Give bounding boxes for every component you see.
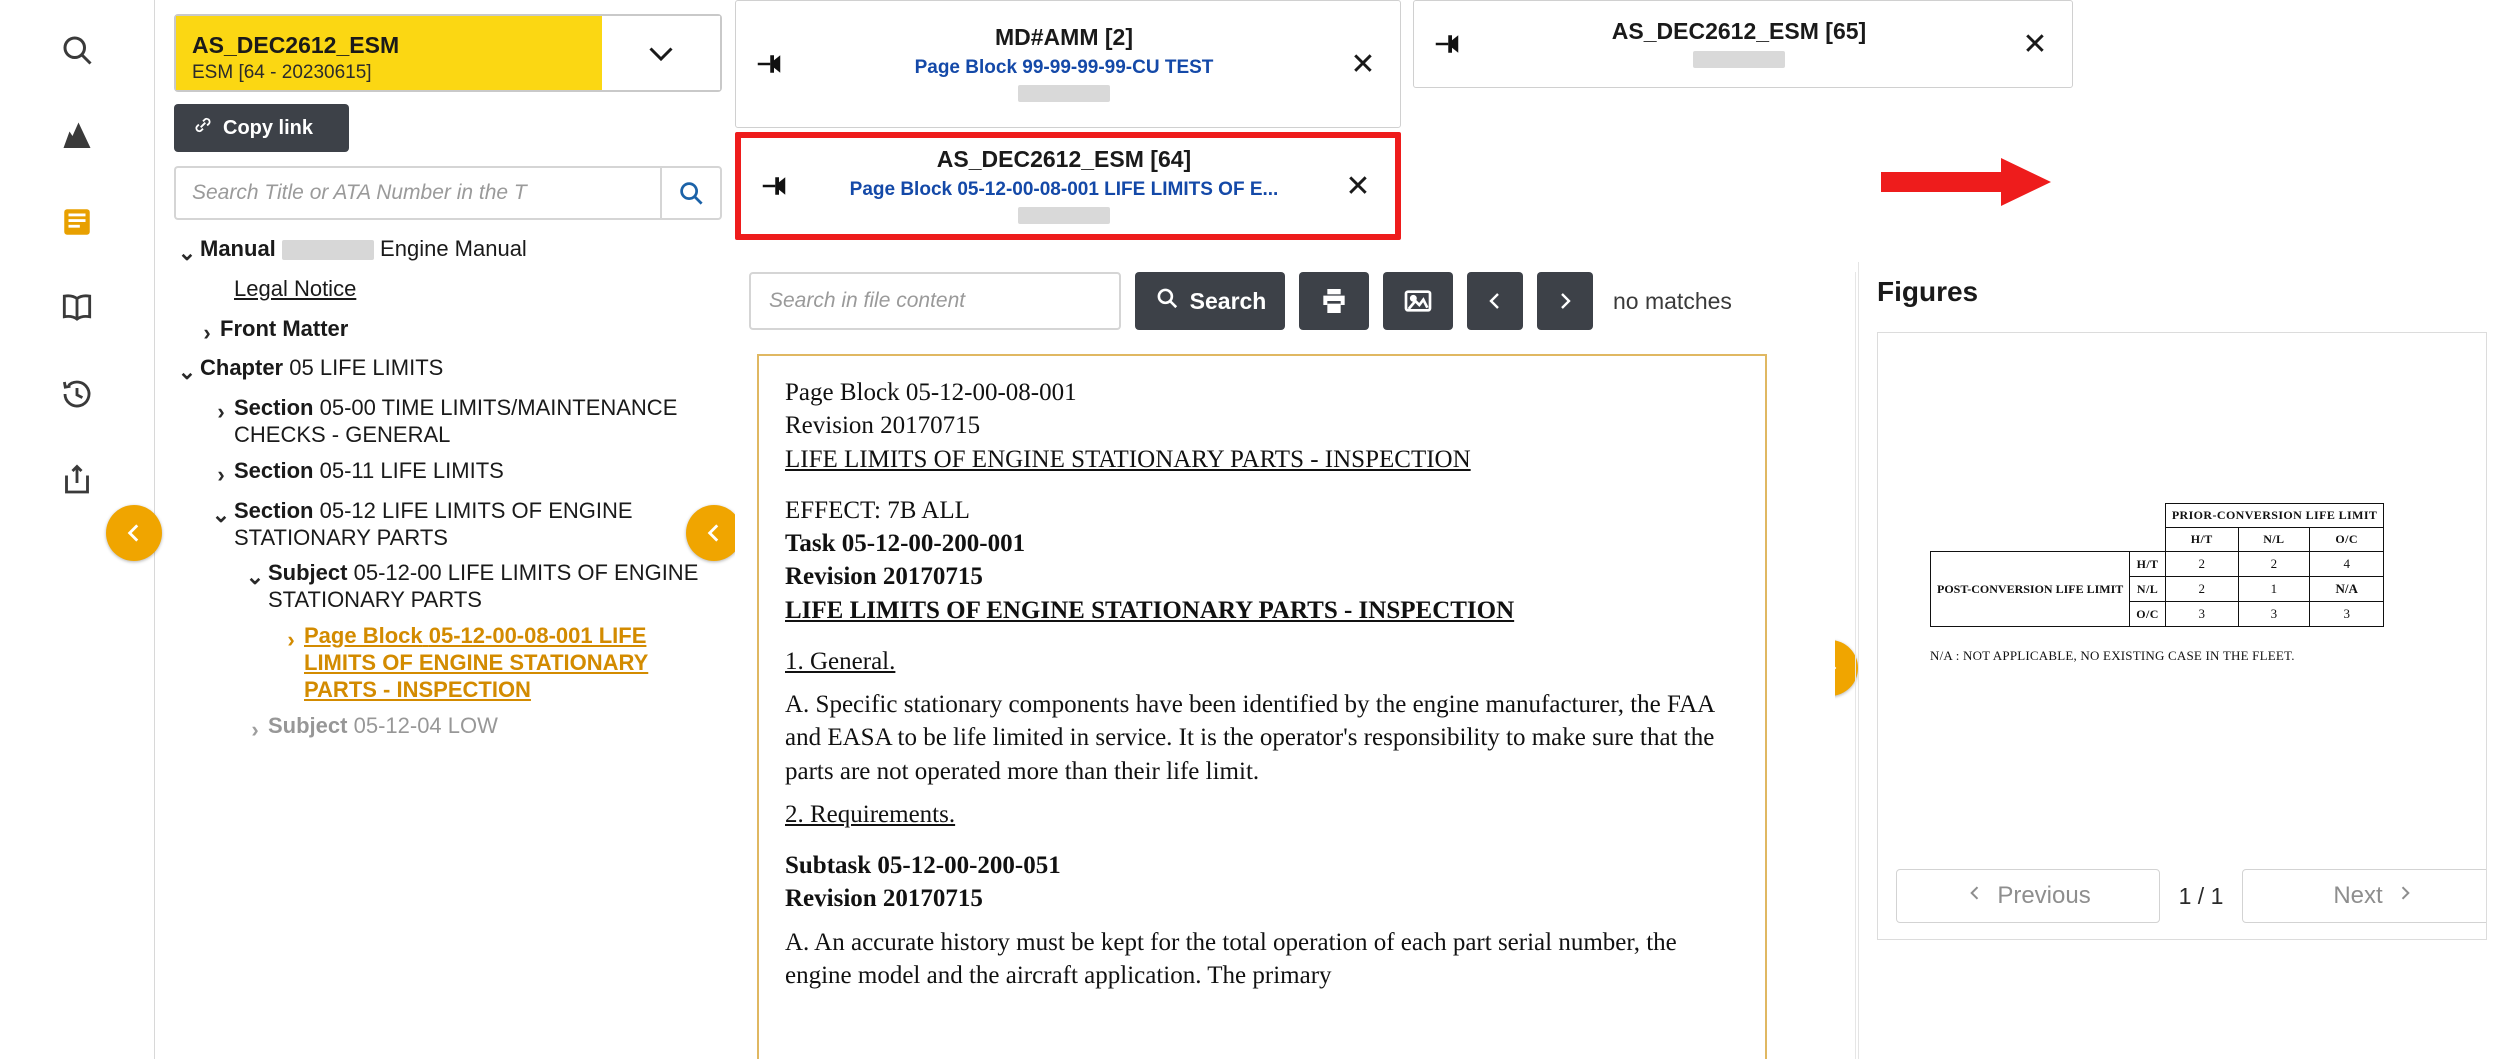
next-match-button[interactable] (1537, 272, 1593, 330)
tree-item-prefix: Front Matter (220, 315, 349, 341)
doc-revision-top: Revision 20170715 (785, 412, 981, 440)
chevron-down-icon[interactable] (602, 16, 720, 90)
tree-item-section-05-11[interactable] (208, 458, 716, 489)
analytics-icon[interactable] (49, 108, 105, 164)
tree-item-text: 05-12-00 LIFE LIMITS OF ENGINE STATIONARY PARTS (268, 560, 699, 613)
tree-item-subject-05-12-00[interactable] (242, 560, 716, 614)
tree-item-label (268, 560, 716, 614)
chevron-right-icon[interactable]: › (217, 399, 225, 425)
manual-tree (174, 236, 716, 743)
figures-panel (1858, 262, 2500, 1059)
tree-item-prefix: Section (234, 497, 314, 523)
chevron-right-icon[interactable]: › (217, 461, 225, 487)
tree-item-label[interactable] (304, 623, 716, 703)
tree-item-front-matter[interactable] (194, 316, 716, 347)
tree-item-section-05-12[interactable] (208, 498, 716, 552)
library-icon[interactable] (49, 280, 105, 336)
tree-item-label (200, 236, 716, 263)
copy-link-label: Copy link (223, 116, 314, 139)
figure-row-header-0: H/T (2130, 552, 2166, 577)
document-selector-value[interactable] (176, 16, 602, 90)
content-toolbar (735, 262, 1835, 340)
redacted-text (1018, 207, 1110, 224)
tree-item-label (220, 316, 716, 343)
figure-cell-0-1: 2 (2238, 552, 2309, 577)
figure-note: N/A : NOT APPLICABLE, NO EXISTING CASE IN THE FLEET. (1930, 648, 2295, 663)
chevron-down-icon[interactable]: ⌄ (211, 501, 231, 527)
doc-section-2: 2. Requirements. (785, 800, 956, 828)
figures-title: Figures (1877, 276, 1979, 307)
doc-paragraph-a2: A. An accurate history must be kept for the total operation of each part serial number, the engine model and the aircraft application. The primary (785, 928, 1677, 989)
tree-item-manual[interactable] (174, 236, 716, 267)
tree-item-text: 05-12 LIFE LIMITS OF ENGINE STATIONARY PARTS (234, 497, 633, 550)
figure-pager (1896, 869, 2487, 923)
manual-book-icon[interactable] (49, 194, 105, 250)
collapse-content-handle[interactable] (686, 505, 742, 561)
tree-item-text: 05-11 LIFE LIMITS (319, 457, 504, 483)
figure-col-header-0: H/T (2165, 528, 2238, 552)
figure-cell-1-2: N/A (2310, 577, 2384, 602)
close-icon[interactable]: ✕ (1350, 47, 1376, 81)
image-icon[interactable] (1383, 272, 1453, 330)
figure-cell-0-0: 2 (2165, 552, 2238, 577)
figure-cell-2-1: 3 (2238, 602, 2309, 627)
prev-match-button[interactable] (1467, 272, 1523, 330)
chevron-down-icon[interactable]: ⌄ (177, 240, 197, 265)
figure-cell-2-2: 3 (2310, 602, 2384, 627)
tree-item-label (234, 395, 716, 449)
tree-item-chapter-05[interactable] (174, 355, 716, 386)
tree-item-text: Engine Manual (380, 236, 527, 261)
tree-item-prefix: Page Block (304, 623, 423, 649)
pin-icon[interactable] (1424, 29, 1470, 59)
doc-effect: EFFECT: 7B ALL (785, 496, 970, 524)
redacted-text (282, 240, 374, 260)
panel-divider (1855, 272, 1856, 1059)
tree-item-subject-05-12-04[interactable] (242, 713, 716, 744)
pin-icon[interactable] (751, 171, 797, 201)
doc-page-block: Page Block 05-12-00-08-001 (785, 379, 1077, 406)
tab-body (797, 138, 1331, 233)
tree-item-prefix: Chapter (200, 355, 284, 381)
figure-col-header-1: N/L (2238, 528, 2309, 552)
tab-title: AS_DEC2612_ESM [65] (1611, 18, 1867, 45)
doc-revision-task: Revision 20170715 (785, 563, 983, 591)
figure-cell-0-2: 4 (2310, 552, 2384, 577)
annotation-arrow (1873, 152, 2053, 212)
navigation-tree-panel (156, 0, 734, 1059)
figure-row-header-1: N/L (2130, 577, 2166, 602)
tree-item-text: 05-00 TIME LIMITS/MAINTENANCE CHECKS - GENERAL (234, 395, 678, 448)
chevron-right-icon (2395, 882, 2415, 910)
tab-subtitle: Page Block 99-99-99-99-CU TEST (914, 56, 1214, 78)
tab-body (792, 16, 1336, 111)
tree-item-page-block-05-12-00-08-001[interactable] (278, 623, 716, 703)
content-search-button[interactable] (1135, 272, 1285, 330)
tab-subtitle: Page Block 05-12-00-08-001 LIFE LIMITS OF E... (849, 178, 1279, 200)
tab-title: AS_DEC2612_ESM [64] (936, 146, 1192, 173)
tree-item-label (200, 355, 716, 382)
document-content-panel (735, 262, 1835, 1059)
figure-cell-2-0: 3 (2165, 602, 2238, 627)
tab-body (1470, 10, 2008, 78)
figure-previous-button[interactable] (1896, 869, 2160, 923)
open-documents-tabs (735, 0, 2048, 258)
doc-section-1: 1. General. (785, 647, 896, 675)
figure-viewer[interactable] (1877, 332, 2487, 940)
figure-previous-label: Previous (1997, 882, 2091, 909)
doc-subtask: Subtask 05-12-00-200-051 (785, 852, 1061, 879)
link-icon (192, 114, 214, 142)
tree-item-label (234, 498, 716, 552)
chevron-right-icon[interactable]: › (287, 627, 295, 653)
export-icon[interactable] (49, 452, 105, 508)
search-icon[interactable] (49, 22, 105, 78)
document-selector[interactable] (174, 14, 722, 92)
printer-icon[interactable] (1299, 272, 1369, 330)
close-icon[interactable]: ✕ (2022, 27, 2048, 61)
pin-icon[interactable] (746, 49, 792, 79)
copy-link-button[interactable] (174, 104, 349, 152)
tree-item-prefix: Manual (200, 236, 276, 261)
redacted-text (1018, 85, 1110, 102)
figure-next-button[interactable] (2242, 869, 2487, 923)
document-selector-subtitle: ESM [64 - 20230615] (192, 61, 372, 83)
doc-revision-subtask: Revision 20170715 (785, 885, 983, 913)
tree-item-label[interactable]: Legal Notice (234, 275, 357, 301)
tree-item-label (234, 458, 716, 485)
doc-paragraph-a: A. Specific stationary components have been identified by the engine manufacturer, the FAA and EASA to be life limited in service. It is the operator's responsibility to make sure that the parts are not operated more than their life limit. (785, 691, 1715, 785)
tree-search-button[interactable] (660, 166, 722, 220)
match-status: no matches (1613, 287, 1732, 314)
figure-counter: 1 / 1 (2178, 882, 2224, 909)
chevron-left-icon (1965, 882, 1985, 910)
tree-item-label (268, 713, 716, 740)
figure-next-label: Next (2333, 882, 2383, 909)
content-search-label: Search (1189, 287, 1267, 314)
figure-cell-1-0: 2 (2165, 577, 2238, 602)
doc-title-task: LIFE LIMITS OF ENGINE STATIONARY PARTS - INSPECTION (785, 596, 1515, 624)
tab-as-dec2612-esm-64[interactable] (735, 132, 1401, 240)
chevron-down-icon[interactable]: ⌄ (245, 564, 265, 590)
tab-title: MD#AMM [2] (995, 24, 1133, 51)
tree-item-legal-notice[interactable] (208, 276, 716, 307)
content-search-input[interactable]: Search in file content (749, 272, 1121, 330)
redacted-text (1693, 51, 1785, 68)
figure-cell-1-1: 1 (2238, 577, 2309, 602)
tree-item-text: 05 LIFE LIMITS (289, 355, 444, 381)
tab-md-amm-2[interactable] (735, 0, 1401, 128)
figure-table (1930, 503, 2440, 627)
document-selector-title: AS_DEC2612_ESM (192, 32, 400, 59)
figure-row-group-label: POST-CONVERSION LIFE LIMIT (1931, 552, 2130, 627)
doc-task: Task 05-12-00-200-001 (785, 530, 1026, 557)
figure-row-header-2: O/C (2130, 602, 2166, 627)
collapse-tree-handle[interactable] (106, 505, 162, 561)
search-icon (1154, 285, 1180, 317)
chevron-right-icon[interactable]: › (203, 319, 211, 345)
tree-item-text: 05-12-00-08-001 LIFE LIMITS OF ENGINE STATIONARY PARTS - INSPECTION (304, 623, 649, 702)
chevron-right-icon[interactable]: › (251, 716, 259, 742)
tree-item-section-05-00[interactable] (208, 395, 716, 449)
figure-table-top-header: PRIOR-CONVERSION LIFE LIMIT (2165, 504, 2384, 528)
doc-title-top: LIFE LIMITS OF ENGINE STATIONARY PARTS - INSPECTION (785, 445, 1471, 473)
tree-item-prefix: Subject (268, 712, 348, 738)
document-body (757, 354, 1767, 1059)
tree-item-prefix: Section (234, 395, 314, 421)
figure-col-header-2: O/C (2310, 528, 2384, 552)
tree-item-text: 05-12-04 LOW (353, 712, 498, 738)
tree-item-prefix: Section (234, 457, 314, 483)
history-icon[interactable] (49, 366, 105, 422)
close-icon[interactable]: ✕ (1345, 169, 1371, 203)
tree-search-input[interactable]: Search Title or ATA Number in the T (174, 166, 660, 220)
chevron-down-icon[interactable]: ⌄ (177, 359, 197, 385)
tree-search-row (174, 166, 722, 220)
tree-item-prefix: Subject (268, 560, 348, 586)
tab-as-dec2612-esm-65[interactable] (1413, 0, 2073, 88)
